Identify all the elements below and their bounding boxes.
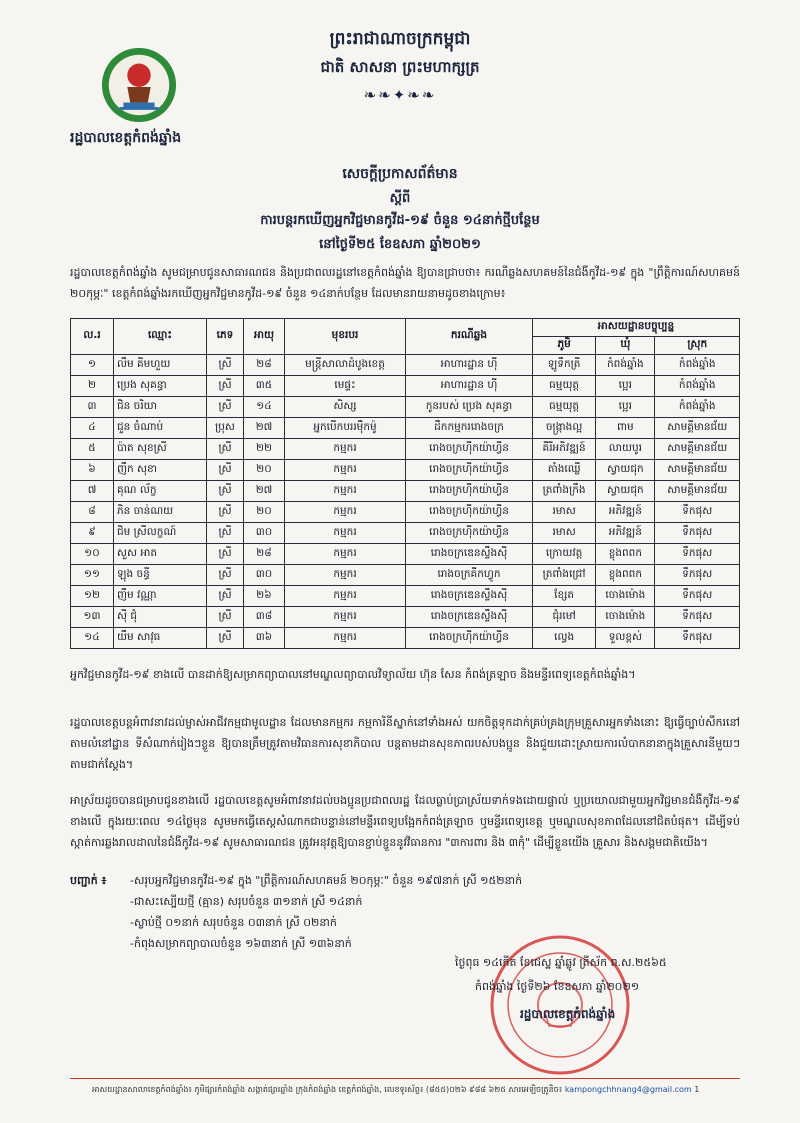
footer-email[interactable]: kampongchhnang4@gmail.com [564, 1085, 692, 1094]
issuing-office: រដ្ឋបាលខេត្តកំពង់ឆ្នាំង [70, 130, 182, 146]
case-sex: ស្រី [207, 544, 244, 565]
case-village: ក្រោយវត្ត [533, 544, 596, 565]
col-job: មុខរបរ [285, 319, 406, 355]
case-commune: ចោងម៉ោង [596, 607, 655, 628]
case-district: សាមគ្គីមានជ័យ [655, 439, 740, 460]
case-commune: ប្អេរ [596, 376, 655, 397]
case-district: សាមគ្គីមានជ័យ [655, 460, 740, 481]
case-district: សាមគ្គីមានជ័យ [655, 418, 740, 439]
case-no: ៧ [71, 481, 114, 502]
case-district: កំពង់ឆ្នាំង [655, 397, 740, 418]
case-no: ៩ [71, 523, 114, 544]
case-job: កម្មករ [285, 439, 406, 460]
case-sex: ស្រី [207, 439, 244, 460]
table-row [71, 523, 740, 544]
case-name: ជិម ស្រីលក្ខណ៍ [114, 523, 207, 544]
case-district: សាមគ្គីមានជ័យ [655, 481, 740, 502]
case-job: កម្មករ [285, 565, 406, 586]
signature-date-lunar: ថ្ងៃពុធ ១៤កើត ខែជេស្ឋ ឆ្នាំឆ្លូវ ត្រីស័ក ព.ស.២៥៦៥ [455, 956, 667, 969]
case-age: ៣០ [244, 523, 285, 544]
case-source: រោងចក្រឌេនស្ទឹងស៊ី [406, 586, 533, 607]
case-job: កម្មករ [285, 628, 406, 649]
col-district: ស្រុក [655, 337, 740, 355]
case-district: ទឹកផុស [655, 586, 740, 607]
case-village: ខ្សែត [533, 586, 596, 607]
intro-paragraph: រដ្ឋបាលខេត្តកំពង់ឆ្នាំង សូមជម្រាបជូនសាធារណជន និងប្រជាពលរដ្ឋនៅខេត្តកំពង់ឆ្នាំង ឱ្យបានជ្រាបថា៖ ករណីឆ្លងសហគមន៍នៃជំងឺកូវីដ-១៩ ក្នុង "ព្រឹត្តិការណ៍សហគមន៍ ២០កុម្ភៈ" ខេត្តកំពង់ឆ្នាំងរកឃើញអ្នកវិជ្ជមានកូវីដ-១៩ ចំនួន ១៤នាក់បន្ថែម ដែលមានរាយនាមដូចខាងក្រោម៖ [70, 266, 740, 300]
case-age: ៣៦ [244, 628, 285, 649]
case-sex: ស្រី [207, 481, 244, 502]
case-sex: ស្រី [207, 523, 244, 544]
case-job: អ្នកបើកបររម៉ឺកម៉ូ [285, 418, 406, 439]
case-sex: ស្រី [207, 355, 244, 376]
case-no: ៣ [71, 397, 114, 418]
case-age: ២៦ [244, 586, 285, 607]
table-row [71, 481, 740, 502]
table-row [71, 376, 740, 397]
page-number: 1 [694, 1085, 700, 1094]
case-source: អាហារដ្ឋាន ហ៊ី [406, 355, 533, 376]
table-row [71, 586, 740, 607]
notes-block [70, 870, 740, 954]
case-sex: ស្រី [207, 565, 244, 586]
testing-paragraph: អាស្រ័យដូចបានជម្រាបជូនខាងលើ រដ្ឋបាលខេត្តសូមអំពាវនាវដល់បងប្អូនប្រជាពលរដ្ឋ ដែលធ្លាប់ប្រាស្រ័យទាក់ទងដោយផ្ទាល់ ឬប្រយោលជាមួយអ្នកវិជ្ជមានជំងឺកូវីដ-១៩ ខាងលើ ក្នុងរយៈពេល ១៤ថ្ងៃមុន សូមមកធ្វើតេស្តសំណាកជាបន្ទាន់នៅមន្ទីរពេទ្យបង្អែកកំពង់ត្រឡាច ឬមន្ទីរពេទ្យខេត្ត ឬមណ្ឌលសុខភាពដែលនៅជិតបំផុត។ ដើម្បីទប់ស្កាត់ការឆ្លងរាលដាលនៃជំងឺកូវីដ-១៩ សូមសាធារណជន ត្រូវអនុវត្តឱ្យបានខ្ជាប់ខ្ជួននូវវិធានការ "៣ការពារ និង ៣កុំ" ដើម្បីខ្លួនយើង គ្រួសារ និងសង្គមជាតិយើង។ [70, 794, 740, 849]
table-row [71, 397, 740, 418]
doc-subject-label: ស្តីពី [389, 191, 411, 206]
national-motto: ជាតិ សាសនា ព្រះមហាក្សត្រ [320, 58, 480, 76]
case-job: កម្មករ [285, 544, 406, 565]
case-commune: ខ្លុងពពក [596, 565, 655, 586]
cases-table [70, 318, 740, 649]
case-no: ១ [71, 355, 114, 376]
case-name: ជិន ចរិយា [114, 397, 207, 418]
note-recovered: -ជាសះស្បើយថ្មី (គ្មាន) សរុបចំនួន ៣១នាក់ ស្រី ១៤នាក់ [130, 895, 363, 908]
case-district: ទឹកផុស [655, 523, 740, 544]
case-age: ២០ [244, 502, 285, 523]
case-commune: អភិវឌ្ឍន៍ [596, 502, 655, 523]
case-job: កម្មករ [285, 607, 406, 628]
doc-title: សេចក្តីប្រកាសព័ត៌មាន [342, 166, 458, 182]
case-no: ៥ [71, 439, 114, 460]
case-sex: ស្រី [207, 628, 244, 649]
table-row [71, 628, 740, 649]
case-source: រោងចក្រហ៊ីកយ៉ាហ្វីន [406, 628, 533, 649]
cases-table-body [71, 355, 740, 649]
table-row [71, 607, 740, 628]
case-job: មេផ្ទះ [285, 376, 406, 397]
case-source: រោងចក្រហ៊ីកយ៉ាហ្វីន [406, 460, 533, 481]
case-district: ទឹកផុស [655, 544, 740, 565]
case-age: ៣០ [244, 565, 285, 586]
col-village: ភូមិ [533, 337, 596, 355]
case-village: រមាស [533, 523, 596, 544]
case-no: ១៣ [71, 607, 114, 628]
case-commune: ទួលខ្ពស់ [596, 628, 655, 649]
case-age: ៣៨ [244, 607, 285, 628]
province-logo [100, 46, 178, 124]
case-no: ៦ [71, 460, 114, 481]
case-age: ២៧ [244, 418, 285, 439]
case-commune: ប្អេរ [596, 397, 655, 418]
note-total: -សរុបអ្នកវិជ្ជមានកូវីដ-១៩ ក្នុង "ព្រឹត្តិការណ៍សហគមន៍ ២០កុម្ភៈ" ចំនួន ១៩៧នាក់ ស្រី ១៥២នាក់ [130, 874, 523, 887]
note-deaths: -ស្លាប់ថ្មី ០១នាក់ សរុបចំនួន ០៣នាក់ ស្រី ០២នាក់ [130, 916, 337, 929]
case-job: កម្មករ [285, 523, 406, 544]
table-row [71, 355, 740, 376]
case-village: តាំងឈ្លើ [533, 460, 596, 481]
case-job: មន្ត្រីសាលាដំបូងខេត្ត [285, 355, 406, 376]
case-no: ១៤ [71, 628, 114, 649]
case-no: ៤ [71, 418, 114, 439]
case-name: ញឹម វណ្ណា [114, 586, 207, 607]
col-address: អាសយដ្ឋានបច្ចុប្បន្ន [533, 319, 740, 337]
case-district: កំពង់ឆ្នាំង [655, 355, 740, 376]
case-village: គីរីអភិវឌ្ឍន៍ [533, 439, 596, 460]
case-district: ទឹកផុស [655, 565, 740, 586]
case-district: ទឹកផុស [655, 502, 740, 523]
case-village: ត្រពាំងជ្រៅ [533, 565, 596, 586]
case-name: លឹម គីមហួយ [114, 355, 207, 376]
case-name: ជួន ចំណាប់ [114, 418, 207, 439]
case-district: ទឹកផុស [655, 628, 740, 649]
case-district: ទឹកផុស [655, 607, 740, 628]
case-village: ធម្មយុត្ត [533, 376, 596, 397]
case-village: ឡូទឹកត្រី [533, 355, 596, 376]
case-age: ២៨ [244, 355, 285, 376]
footer [92, 1084, 752, 1096]
case-source: រោងចក្រហ៊ីកយ៉ាហ្វីន [406, 523, 533, 544]
table-row [71, 439, 740, 460]
case-source: រោងចក្រហ៊ីកយ៉ាហ្វីន [406, 481, 533, 502]
case-commune: អភិវឌ្ឍន៍ [596, 523, 655, 544]
case-sex: ប្រុស [207, 418, 244, 439]
case-job: កម្មករ [285, 481, 406, 502]
col-commune: ឃុំ [596, 337, 655, 355]
case-commune: ស្វាយជុក [596, 460, 655, 481]
case-name: ញឹក សុខា [114, 460, 207, 481]
case-no: ១១ [71, 565, 114, 586]
case-source: អាហារដ្ឋាន ហ៊ី [406, 376, 533, 397]
case-age: ១៤ [244, 397, 285, 418]
footer-rule [70, 1078, 740, 1079]
case-village: ល្វេង [533, 628, 596, 649]
case-no: ១២ [71, 586, 114, 607]
case-source: រោងចក្រហ៊ីកយ៉ាហ្វីន [406, 439, 533, 460]
signature-date-solar: កំពង់ឆ្នាំង ថ្ងៃទី២៦ ខែឧសភា ឆ្នាំ២០២១ [475, 980, 640, 993]
case-village: ត្រពាំងក្រឹង [533, 481, 596, 502]
case-commune: កំពង់ឆ្នាំង [596, 355, 655, 376]
col-name: ឈ្មោះ [114, 319, 207, 355]
case-commune: លាយបូរ [596, 439, 655, 460]
case-job: កម្មករ [285, 502, 406, 523]
table-row [71, 460, 740, 481]
case-sex: ស្រី [207, 607, 244, 628]
col-age: អាយុ [244, 319, 285, 355]
motto-ornament: ❧❧✦❧❧ [363, 86, 437, 104]
table-row [71, 544, 740, 565]
case-name: សួស អាត [114, 544, 207, 565]
case-village: ចង្ក្រាងល្អ [533, 418, 596, 439]
kingdom-heading: ព្រះរាជាណាចក្រកម្ពុជា [329, 29, 471, 49]
case-commune: ខ្លុងពពក [596, 544, 655, 565]
doc-subject: ការបន្តរកឃើញអ្នកវិជ្ជមានកូវីដ-១៩ ចំនួន ១៤នាក់ថ្មីបន្ថែម [260, 213, 540, 228]
case-district: កំពង់ឆ្នាំង [655, 376, 740, 397]
case-source: រោងចក្រឌេនស្ទឹងស៊ី [406, 544, 533, 565]
doc-date: នៅថ្ងៃទី២៥ ខែឧសភា ឆ្នាំ២០២១ [319, 237, 481, 252]
case-sex: ស្រី [207, 397, 244, 418]
case-no: ១០ [71, 544, 114, 565]
case-village: ធម្មយុត្ត [533, 397, 596, 418]
case-name: ប៉ាត សុខស្រី [114, 439, 207, 460]
case-name: ប្រេង សុគន្ធា [114, 376, 207, 397]
case-commune: ចោងម៉ោង [596, 586, 655, 607]
table-row [71, 418, 740, 439]
col-no: ល.រ [71, 319, 114, 355]
case-name: ស៊ី ជុំ [114, 607, 207, 628]
case-sex: ស្រី [207, 460, 244, 481]
case-commune: ពាម [596, 418, 655, 439]
case-source: ដឹកកម្មកររោងចក្រ [406, 418, 533, 439]
case-sex: ស្រី [207, 586, 244, 607]
table-row [71, 502, 740, 523]
case-source: កូនរបស់ ប្រេង សុគន្ធា [406, 397, 533, 418]
case-commune: ស្វាយជុក [596, 481, 655, 502]
case-no: ៨ [71, 502, 114, 523]
case-age: ៣៥ [244, 376, 285, 397]
appeal-paragraph: រដ្ឋបាលខេត្តបន្តអំពាវនាវដល់ម្ចាស់អាជីវកម្មជាមូលដ្ឋាន ដែលមានកម្មករ កម្មការិនីស្នាក់នៅទាំងអស់ យកចិត្តទុកដាក់គ្រប់គ្រងក្រុមគ្រួសារអ្នកទាំងនោះ ឱ្យធ្វើច្បាប់សឹករនៅតាមលំនៅដ្ឋាន ទីសំណាក់រៀងៗខ្លួន ឱ្យបានត្រឹមត្រូវតាមវិធានការសុខាភិបាល បន្តតាមដានសុខភាពរបស់បងប្អូន និងជួយដោះស្រាយការលំបាកនានាក្នុងគ្រួសារនីមួយៗ តាមជាក់ស្តែង។ [70, 716, 740, 771]
signature-office: រដ្ឋបាលខេត្តកំពង់ឆ្នាំង [520, 1007, 616, 1021]
case-village: ជុំរមៅ [533, 607, 596, 628]
case-age: ២០ [244, 460, 285, 481]
case-age: ២២ [244, 439, 285, 460]
case-name: ឡុង ចន្ធី [114, 565, 207, 586]
table-row [71, 565, 740, 586]
case-job: សិស្ស [285, 397, 406, 418]
case-name: យឹម សាវុធ [114, 628, 207, 649]
case-name: គុណ ល័ក្ខ [114, 481, 207, 502]
note-in-treatment: -កំពុងសម្រាកព្យាបាលចំនួន ១៦៣នាក់ ស្រី ១៣៦នាក់ [130, 937, 352, 950]
footer-address: អាសយដ្ឋានសាលាខេត្តកំពង់ឆ្នាំង៖ ភូមិផ្សារកំពង់ឆ្នាំង សង្កាត់ផ្សារឆ្នាំង ក្រុងកំពង់ឆ្នាំង ខេត្តកំពង់ឆ្នាំង, លេខទូរស័ព្ទ៖ (៨៥៥)០២៦ ៩៨៨ ៦២៥ សារអេឡិចត្រូនិច៖ [92, 1085, 563, 1094]
case-age: ២៧ [244, 481, 285, 502]
notes-label: បញ្ជាក់ ៖ [70, 874, 107, 887]
case-name: ភិន ចាន់ណយ [114, 502, 207, 523]
case-source: រោងចក្រឌេនស្ទឹងស៊ី [406, 607, 533, 628]
col-source: ករណីឆ្លង [406, 319, 533, 355]
case-job: កម្មករ [285, 586, 406, 607]
case-source: រោងចក្រគីកហ្វូក [406, 565, 533, 586]
case-age: ២៨ [244, 544, 285, 565]
case-sex: ស្រី [207, 502, 244, 523]
case-sex: ស្រី [207, 376, 244, 397]
case-job: កម្មករ [285, 460, 406, 481]
case-no: ២ [71, 376, 114, 397]
case-village: រមាស [533, 502, 596, 523]
official-seal [485, 930, 635, 1080]
case-source: រោងចក្រហ៊ីកយ៉ាហ្វីន [406, 502, 533, 523]
col-sex: ភេទ [207, 319, 244, 355]
treatment-paragraph: អ្នកវិជ្ជមានកូវីដ-១៩ ខាងលើ បានដាក់ឱ្យសម្រាកព្យាបាលនៅមណ្ឌលព្យាបាលវិទ្យាល័យ ហ៊ុន សែន កំពង់ត្រឡាច និងមន្ទីរពេទ្យខេត្តកំពង់ឆ្នាំង។ [70, 668, 636, 681]
